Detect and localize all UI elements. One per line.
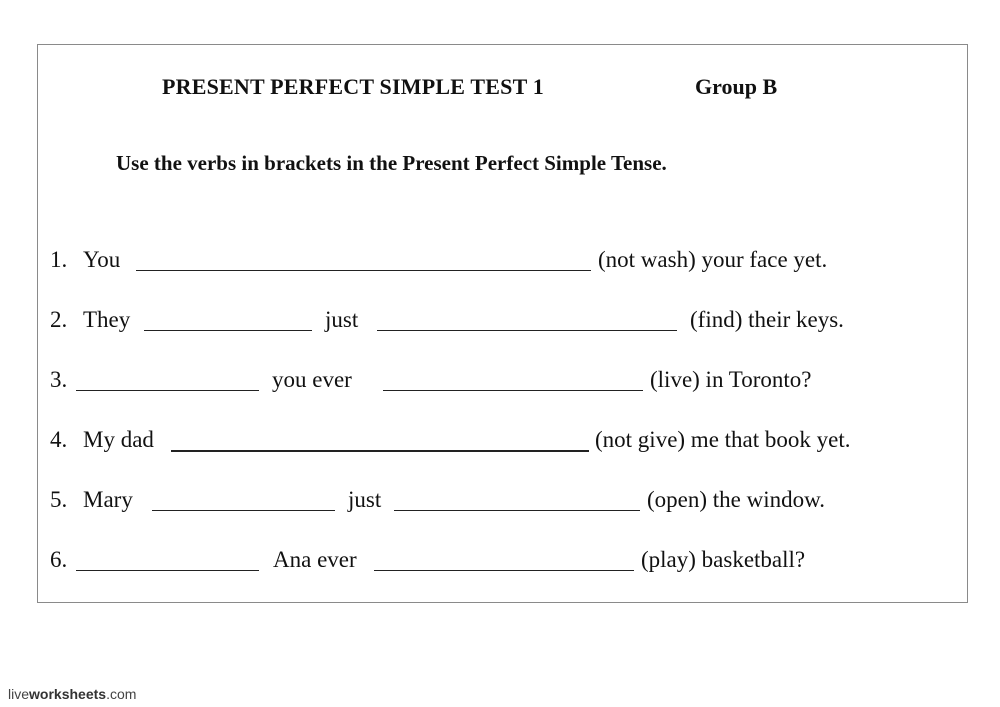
exercise-item-3 [50,365,950,395]
item-text: just [325,307,359,332]
item-text: Mary [83,487,133,512]
answer-blank[interactable] [374,570,634,571]
logo-text-bold: worksheets [29,686,107,702]
logo-text-light: live [8,686,30,702]
item-number: 1. [50,247,68,272]
exercise-item-4 [50,425,950,455]
instruction-text: Use the verbs in brackets in the Present Perfect Simple Tense. [116,151,667,175]
item-number: 5. [50,487,68,512]
item-text: (play) basketball? [641,547,806,572]
exercise-item-5 [50,485,950,515]
answer-blank[interactable] [76,390,259,391]
answer-blank[interactable] [394,510,640,511]
item-text: (open) the window. [647,487,825,512]
item-text: You [83,247,121,272]
liveworksheets-logo [8,686,136,702]
item-text: just [348,487,382,512]
answer-blank[interactable] [144,330,312,331]
answer-blank[interactable] [383,390,643,391]
group-label: Group B [695,74,778,99]
answer-blank[interactable] [136,270,591,271]
answer-blank[interactable] [76,570,259,571]
worksheet-title: PRESENT PERFECT SIMPLE TEST 1 [162,74,544,99]
item-number: 3. [50,367,68,392]
item-text: (not wash) your face yet. [598,247,828,272]
item-text: (find) their keys. [690,307,844,332]
item-text: (not give) me that book yet. [595,427,851,452]
answer-blank[interactable] [152,510,335,511]
answer-blank[interactable] [171,450,589,452]
item-text: (live) in Toronto? [650,367,812,392]
item-text: Ana ever [273,547,357,572]
exercise-item-1 [50,245,950,275]
item-number: 2. [50,307,68,332]
item-number: 6. [50,547,68,572]
exercise-item-2 [50,305,950,335]
item-text: They [83,307,131,332]
item-text: My dad [83,427,154,452]
logo-text-suffix: .com [106,686,137,702]
answer-blank[interactable] [377,330,677,331]
item-number: 4. [50,427,68,452]
exercise-item-6 [50,545,950,575]
item-text: you ever [272,367,352,392]
